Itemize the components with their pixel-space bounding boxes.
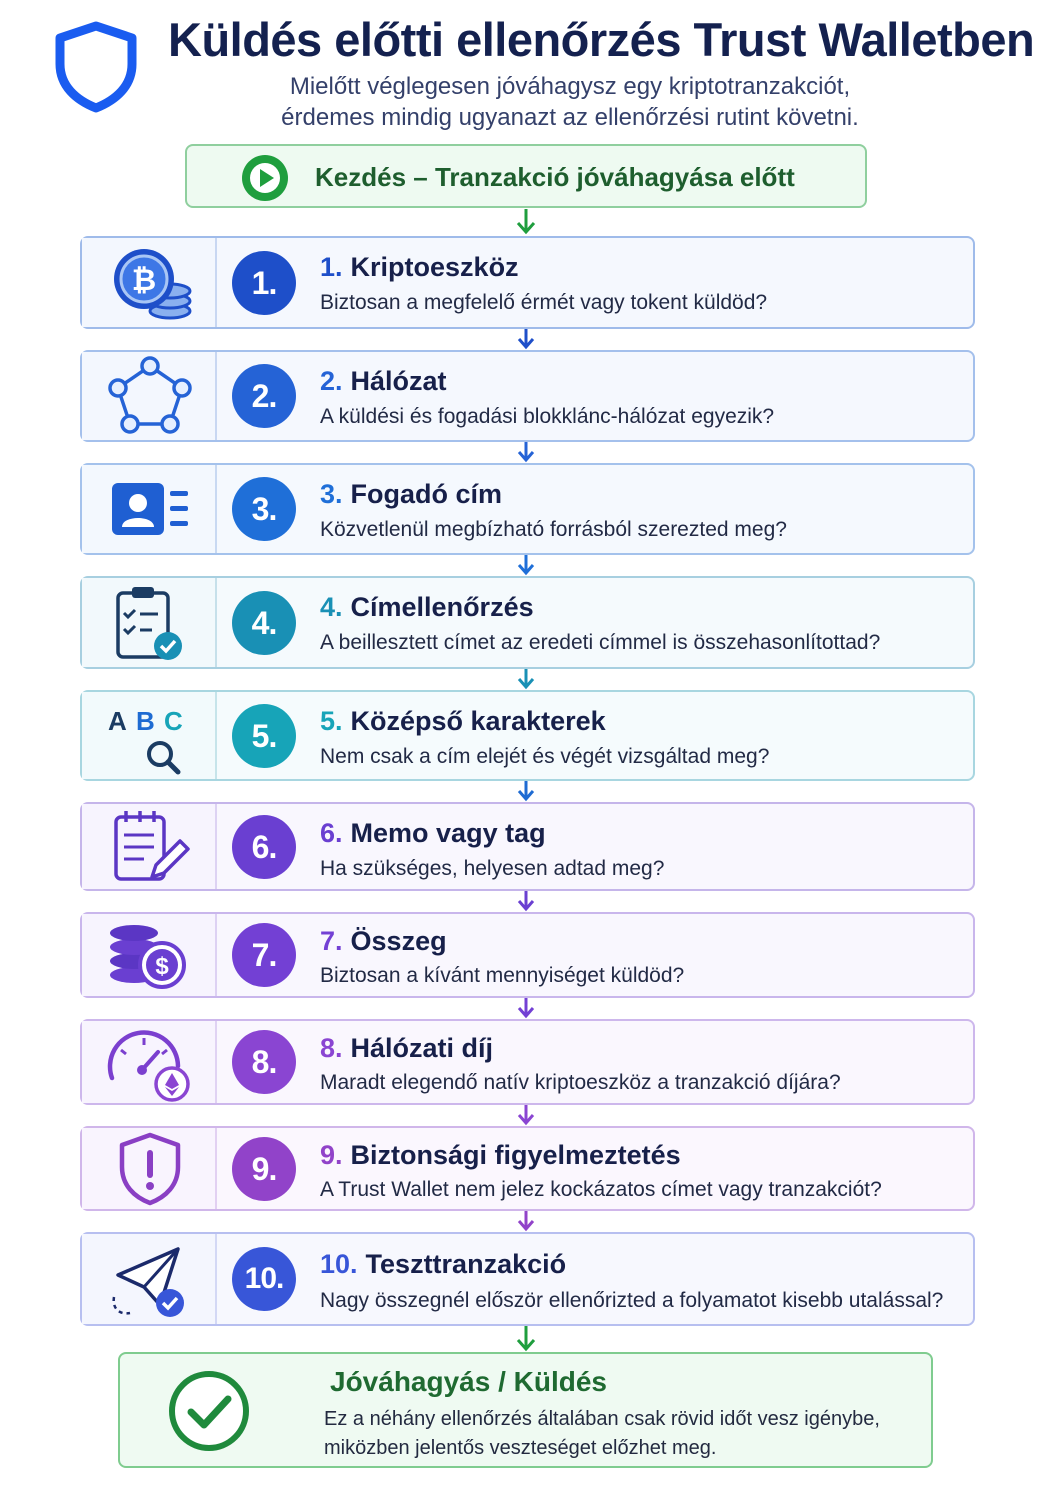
flow-arrow bbox=[513, 555, 539, 576]
step-5-title: Középső karakterek bbox=[350, 706, 606, 736]
step-9-title: Biztonsági figyelmeztetés bbox=[350, 1140, 681, 1170]
step-3-number: 3. bbox=[232, 477, 296, 541]
final-description-line-2: miközben jelentős veszteséget előzhet meg. bbox=[324, 1437, 717, 1459]
step-3-question: Közvetlenül megbízható forrásból szerezted meg? bbox=[320, 518, 787, 541]
svg-text:$: $ bbox=[155, 953, 169, 980]
step-10-number: 10. bbox=[232, 1247, 296, 1311]
step-8-title: Hálózati díj bbox=[350, 1033, 494, 1063]
step-9 bbox=[80, 1126, 975, 1211]
abc-search-icon bbox=[104, 696, 196, 776]
flow-arrow bbox=[513, 998, 539, 1019]
step-2 bbox=[80, 350, 975, 442]
flow-arrow bbox=[513, 442, 539, 463]
check-circle-icon bbox=[167, 1369, 251, 1453]
step-3 bbox=[80, 463, 975, 555]
flow-arrow bbox=[513, 1105, 539, 1126]
svg-text:B: B bbox=[136, 705, 155, 736]
step-10-title: Teszttranzakció bbox=[365, 1249, 567, 1279]
step-4-number: 4. bbox=[232, 591, 296, 655]
flow-arrow bbox=[513, 781, 539, 802]
step-8-question: Maradt elegendő natív kriptoeszköz a tranzakció díjára? bbox=[320, 1071, 841, 1094]
step-6-index: 6. bbox=[320, 818, 343, 848]
step-5-question: Nem csak a cím elejét és végét vizsgáltad meg? bbox=[320, 745, 770, 768]
final-box bbox=[118, 1352, 933, 1468]
step-3-title: Fogadó cím bbox=[350, 479, 503, 509]
final-title: Jóváhagyás / Küldés bbox=[330, 1366, 608, 1397]
flow-arrow bbox=[513, 1326, 539, 1352]
step-9-index: 9. bbox=[320, 1140, 343, 1170]
shield-icon bbox=[52, 20, 140, 114]
svg-text:C: C bbox=[164, 705, 183, 736]
step-5-number: 5. bbox=[232, 704, 296, 768]
step-4-title: Címellenőrzés bbox=[350, 592, 534, 622]
step-1-number: 1. bbox=[232, 251, 296, 315]
step-7-title: Összeg bbox=[350, 926, 447, 956]
flow-arrow bbox=[513, 669, 539, 690]
step-10 bbox=[80, 1232, 975, 1326]
step-7-question: Biztosan a kívánt mennyiséget küldöd? bbox=[320, 964, 685, 987]
coins-dollar-icon bbox=[104, 915, 196, 995]
start-label: Kezdés – Tranzakció jóváhagyása előtt bbox=[315, 162, 795, 192]
bitcoin-coins-icon bbox=[104, 243, 196, 323]
step-10-question: Nagy összegnél először ellenőrizted a folyamatot kisebb utalással? bbox=[320, 1289, 944, 1312]
memo-edit-icon bbox=[104, 807, 196, 887]
step-6-number: 6. bbox=[232, 815, 296, 879]
step-1-title: Kriptoeszköz bbox=[350, 252, 519, 282]
step-3-index: 3. bbox=[320, 479, 343, 509]
gauge-ethereum-icon bbox=[104, 1022, 196, 1102]
step-1-question: Biztosan a megfelelő érmét vagy tokent küldöd? bbox=[320, 291, 768, 314]
step-8-index: 8. bbox=[320, 1033, 343, 1063]
step-2-title: Hálózat bbox=[350, 366, 447, 396]
flow-arrow bbox=[513, 1211, 539, 1232]
step-4 bbox=[80, 576, 975, 669]
clipboard-check-icon bbox=[104, 583, 196, 663]
flow-arrow bbox=[513, 329, 539, 350]
svg-text:A: A bbox=[108, 705, 127, 736]
step-2-number: 2. bbox=[232, 364, 296, 428]
step-9-question: A Trust Wallet nem jelez kockázatos címet vagy tranzakciót? bbox=[320, 1178, 882, 1201]
step-4-question: A beillesztett címet az eredeti címmel is összehasonlítottad? bbox=[320, 631, 881, 654]
page-title: Küldés előtti ellenőrzés Trust Walletben bbox=[168, 13, 1035, 66]
paper-plane-check-icon bbox=[104, 1239, 196, 1319]
step-1-index: 1. bbox=[320, 252, 343, 282]
svg-text:₿: ₿ bbox=[131, 263, 157, 297]
contact-card-icon bbox=[104, 469, 196, 549]
shield-warning-icon bbox=[104, 1129, 196, 1209]
step-5 bbox=[80, 690, 975, 781]
network-icon bbox=[104, 356, 196, 436]
step-6 bbox=[80, 802, 975, 891]
step-10-index: 10. bbox=[320, 1249, 358, 1279]
step-2-question: A küldési és fogadási blokklánc-hálózat egyezik? bbox=[320, 405, 775, 428]
final-description-line-1: Ez a néhány ellenőrzés általában csak rövid időt vesz igénybe, bbox=[324, 1408, 880, 1430]
subtitle-line-2: érdemes mindig ugyanazt az ellenőrzési rutint követni. bbox=[281, 104, 859, 131]
start-box bbox=[185, 144, 867, 208]
flow-arrow bbox=[513, 891, 539, 912]
step-6-question: Ha szükséges, helyesen adtad meg? bbox=[320, 857, 665, 880]
subtitle-line-1: Mielőtt véglegesen jóváhagysz egy kriptotranzakciót, bbox=[289, 73, 851, 100]
step-7-number: 7. bbox=[232, 923, 296, 987]
step-9-number: 9. bbox=[232, 1137, 296, 1201]
step-4-index: 4. bbox=[320, 592, 343, 622]
step-5-index: 5. bbox=[320, 706, 343, 736]
step-7 bbox=[80, 912, 975, 998]
play-icon bbox=[241, 154, 289, 202]
step-8 bbox=[80, 1019, 975, 1105]
step-7-index: 7. bbox=[320, 926, 343, 956]
step-8-number: 8. bbox=[232, 1030, 296, 1094]
step-6-title: Memo vagy tag bbox=[350, 818, 546, 848]
flow-arrow bbox=[513, 209, 539, 236]
step-1 bbox=[80, 236, 975, 329]
step-2-index: 2. bbox=[320, 366, 343, 396]
